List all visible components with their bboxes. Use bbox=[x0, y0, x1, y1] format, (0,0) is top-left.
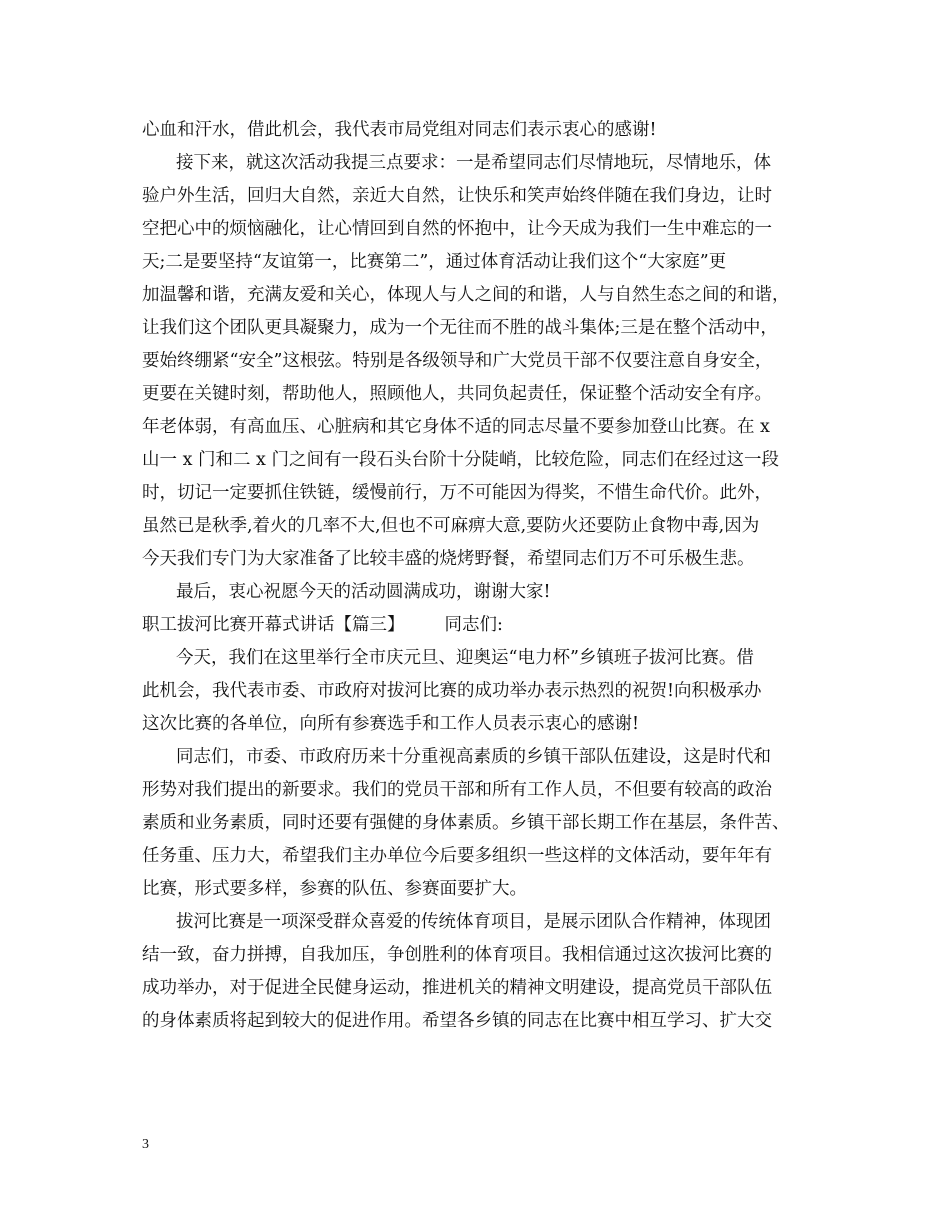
text-line: 更要在关键时刻，帮助他人，照顾他人，共同负起责任，保证整个活动安全有序。 bbox=[142, 384, 772, 404]
text-line: 同志们，市委、市政府历来十分重视高素质的乡镇干部队伍建设，这是时代和 bbox=[176, 747, 771, 767]
text-line: 验户外生活，回归大自然，亲近大自然，让快乐和笑声始终伴随在我们身边，让时 bbox=[142, 186, 772, 206]
document-body bbox=[142, 114, 822, 1038]
text-line: 让我们这个团队更具凝聚力，成为一个无往而不胜的战斗集体;三是在整个活动中， bbox=[142, 318, 778, 338]
text-line: 年老体弱，有高血压、心脏病和其它身体不适的同志尽量不要参加登山比赛。在 x bbox=[142, 417, 770, 437]
text-line: 加温馨和谐，充满友爱和关心，体现人与人之间的和谐，人与自然生态之间的和谐， bbox=[142, 285, 790, 305]
text-line: 要始终绷紧“安全”这根弦。特别是各级领导和广大党员干部不仅要注意自身安全， bbox=[142, 351, 773, 371]
section-heading: 职工拔河比赛开幕式讲话【篇三】 bbox=[142, 615, 405, 635]
text-line: 这次比赛的各单位，向所有参赛选手和工作人员表示衷心的感谢! bbox=[142, 714, 640, 734]
text-line: 比赛，形式要多样，参赛的队伍、参赛面要扩大。 bbox=[142, 879, 527, 899]
text-line: 任务重、压力大，希望我们主办单位今后要多组织一些这样的文体活动，要年年有 bbox=[142, 846, 772, 866]
text-line: 接下来，就这次活动我提三点要求：一是希望同志们尽情地玩，尽情地乐，体 bbox=[176, 153, 771, 173]
text-line: 形势对我们提出的新要求。我们的党员干部和所有工作人员，不但要有较高的政治 bbox=[142, 780, 772, 800]
text-line: 的身体素质将起到较大的促进作用。希望各乡镇的同志在比赛中相互学习、扩大交 bbox=[142, 1011, 772, 1031]
text-line: 今天我们专门为大家准备了比较丰盛的烧烤野餐，希望同志们万不可乐极生悲。 bbox=[142, 549, 755, 569]
text-line: 空把心中的烦恼融化，让心情回到自然的怀抱中，让今天成为我们一生中难忘的一 bbox=[142, 219, 772, 239]
text-line: 心血和汗水，借此机会，我代表市局党组对同志们表示衷心的感谢! bbox=[142, 120, 657, 140]
page-number: 3 bbox=[142, 1137, 149, 1152]
text-line: 结一致，奋力拼搏，自我加压，争创胜利的体育项目。我相信通过这次拔河比赛的 bbox=[142, 945, 772, 965]
text-line: 拔河比赛是一项深受群众喜爱的传统体育项目，是展示团队合作精神，体现团 bbox=[176, 912, 771, 932]
text-line: 素质和业务素质，同时还要有强健的身体素质。乡镇干部长期工作在基层，条件苦、 bbox=[142, 813, 790, 833]
text-line: 天;二是要坚持“友谊第一，比赛第二”，通过体育活动让我们这个“大家庭”更 bbox=[142, 252, 727, 272]
text-line: 成功举办，对于促进全民健身运动，推进机关的精神文明建设，提高党员干部队伍 bbox=[142, 978, 772, 998]
text-line: 山一 x 门和二 x 门之间有一段石头台阶十分陡峭，比较危险，同志们在经过这一段 bbox=[142, 450, 779, 470]
text-line: 虽然已是秋季,着火的几率不大,但也不可麻痹大意,要防火还要防止食物中毒,因为 bbox=[142, 516, 760, 536]
salutation: 同志们: bbox=[444, 615, 503, 635]
heading-line bbox=[142, 609, 822, 642]
text-line: 最后，衷心祝愿今天的活动圆满成功，谢谢大家! bbox=[176, 582, 551, 602]
text-line: 此机会，我代表市委、市政府对拔河比赛的成功举办表示热烈的祝贺!向积极承办 bbox=[142, 681, 762, 701]
text-line: 今天，我们在这里举行全市庆元旦、迎奥运“电力杯”乡镇班子拔河比赛。借 bbox=[176, 648, 754, 668]
text-line: 时，切记一定要抓住铁链，缓慢前行，万不可能因为得奖，不惜生命代价。此外， bbox=[142, 483, 772, 503]
